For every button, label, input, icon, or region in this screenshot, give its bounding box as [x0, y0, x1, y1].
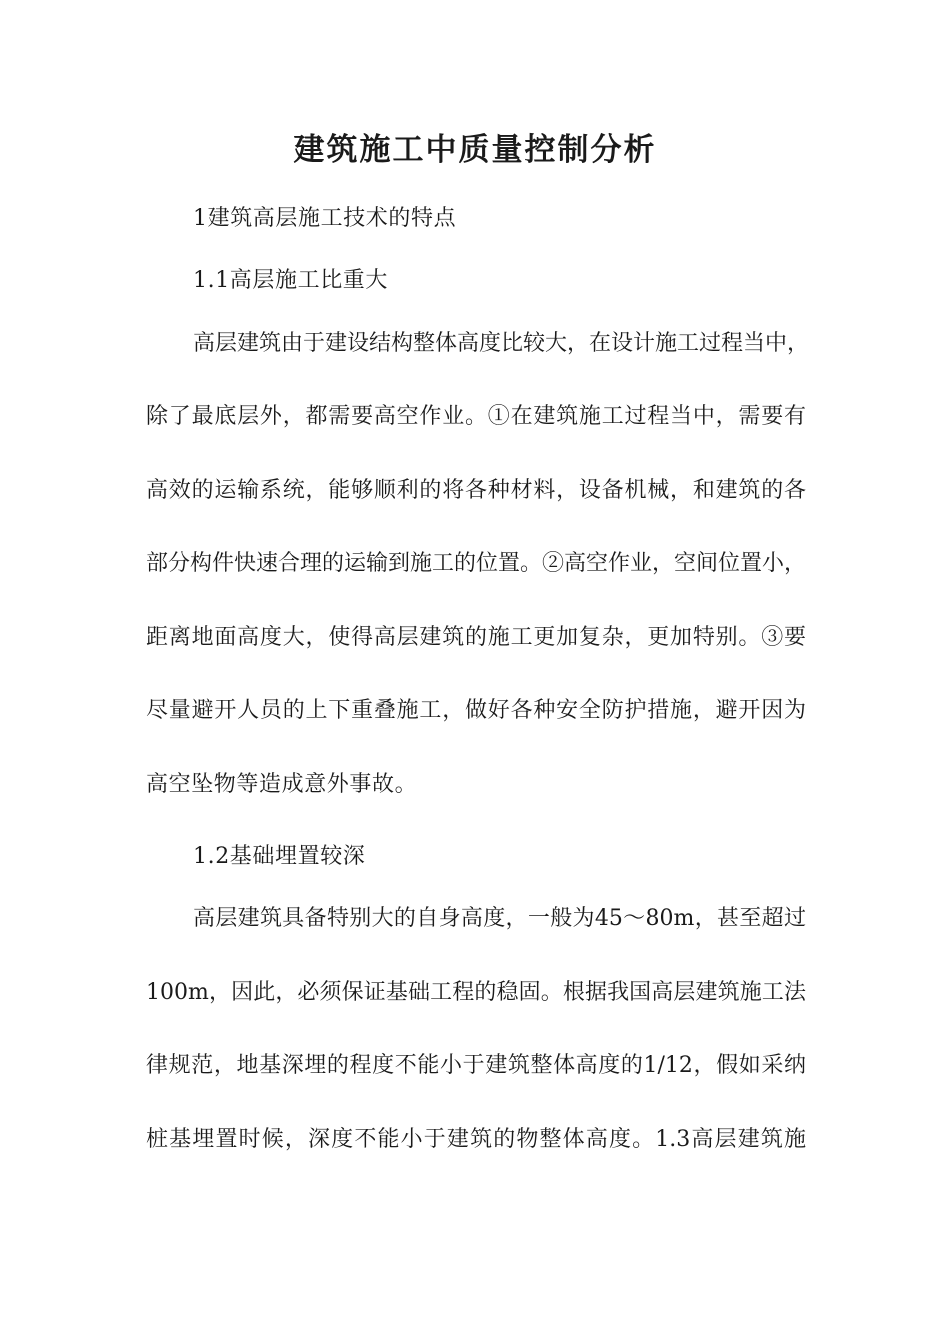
paragraph-line: 部分构件快速合理的运输到施工的位置。②高空作业，空间位置小，	[146, 551, 807, 576]
paragraph-line: 高层建筑具备特别大的自身高度，一般为45～80m，甚至超过	[193, 906, 806, 931]
paragraph-line: 高层建筑由于建设结构整体高度比较大，在设计施工过程当中，	[193, 331, 810, 356]
subsection-heading-1-2: 1.2基础埋置较深	[193, 844, 366, 869]
paragraph-line: 尽量避开人员的上下重叠施工，做好各种安全防护措施，避开因为	[146, 698, 806, 723]
paragraph-line: 高空坠物等造成意外事故。	[146, 772, 418, 797]
paragraph-line: 距离地面高度大，使得高层建筑的施工更加复杂，更加特别。③要	[146, 625, 806, 650]
paragraph-line: 桩基埋置时候，深度不能小于建筑的物整体高度。1.3高层建筑施	[146, 1127, 806, 1152]
paragraph-line: 100m，因此，必须保证基础工程的稳固。根据我国高层建筑施工法	[146, 980, 806, 1005]
subsection-heading-1-1: 1.1高层施工比重大	[193, 268, 388, 293]
document-title: 建筑施工中质量控制分析	[293, 132, 657, 168]
section-heading-1: 1建筑高层施工技术的特点	[193, 206, 457, 231]
paragraph-line: 除了最底层外，都需要高空作业。①在建筑施工过程当中，需要有	[146, 404, 806, 429]
paragraph-line: 律规范，地基深埋的程度不能小于建筑整体高度的1/12，假如采纳	[146, 1053, 806, 1078]
paragraph-line: 高效的运输系统，能够顺利的将各种材料，设备机械，和建筑的各	[146, 478, 806, 503]
